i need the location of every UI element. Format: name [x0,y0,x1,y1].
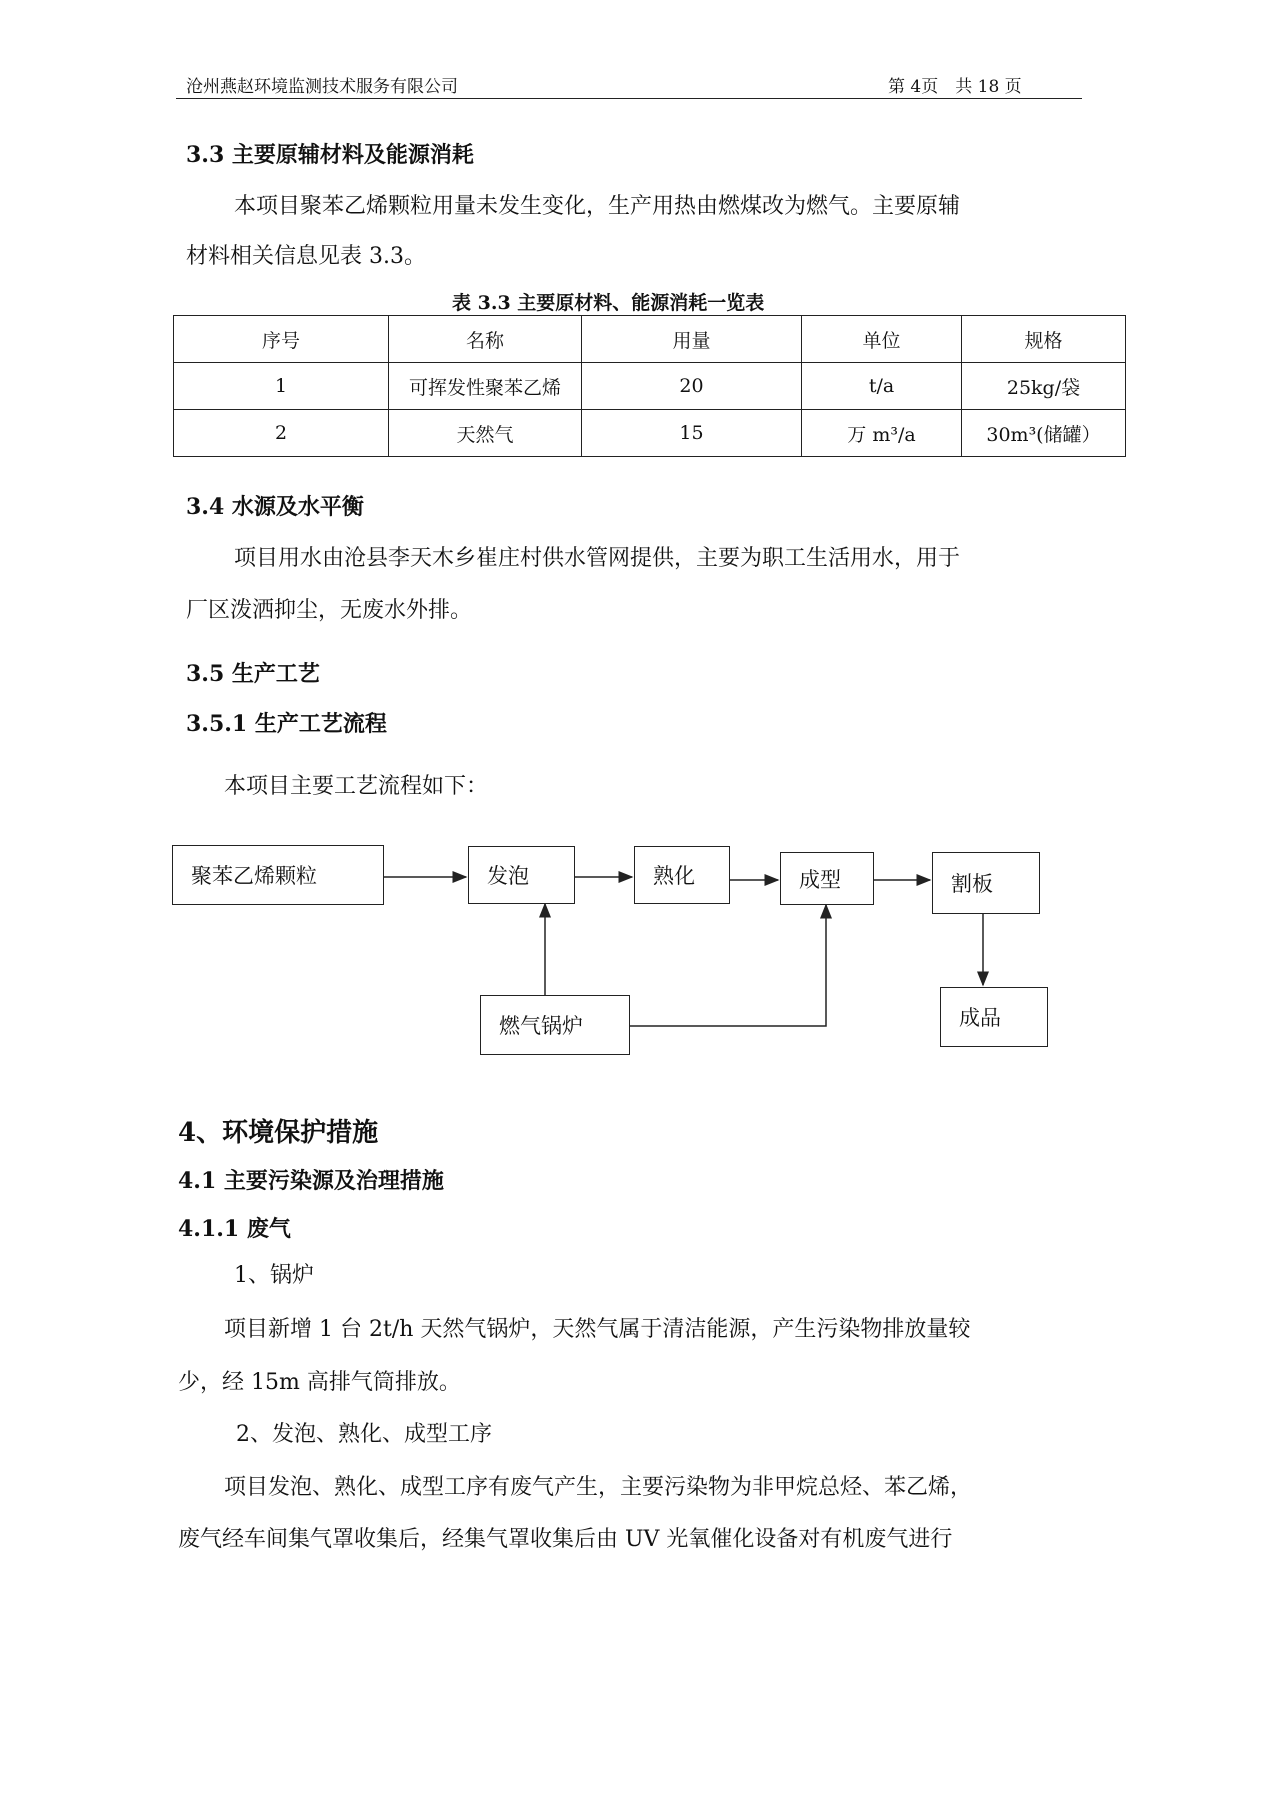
flow-node-cutting [932,852,1040,914]
item-1-line1: 项目新增 1 台 2t/h 天然气锅炉，天然气属于清洁能源，产生污染物排放量较 [224,1317,971,1342]
flow-node-boiler [480,995,630,1055]
table-cell: 20 [582,363,802,410]
flow-intro: 本项目主要工艺流程如下： [224,774,489,799]
table-header-cell: 规格 [962,316,1126,363]
flow-node-label: 成型 [799,867,841,892]
table-cell: t/a [802,363,962,410]
flow-node-pellets [172,845,384,905]
item-2-title: 2、发泡、熟化、成型工序 [236,1422,492,1447]
table-header-cell: 用量 [582,316,802,363]
table-header-cell: 序号 [174,316,389,363]
table-cell: 2 [174,410,389,457]
flow-node-foaming [468,846,575,904]
section-4-1-heading: 4.1 主要污染源及治理措施 [178,1168,444,1194]
section-3-4-para-line1: 项目用水由沧县李天木乡崔庄村供水管网提供，主要为职工生活用水，用于 [234,546,961,571]
section-3-3-para-line2: 材料相关信息见表 3.3。 [186,244,426,269]
section-4-heading: 4、环境保护措施 [178,1118,379,1148]
section-3-4-heading: 3.4 水源及水平衡 [186,494,364,520]
item-2-line2: 废气经车间集气罩收集后，经集气罩收集后由 UV 光氧催化设备对有机废气进行 [178,1527,953,1552]
item-1-title: 1、锅炉 [234,1263,314,1288]
table-cell: 万 m³/a [802,410,962,457]
flow-node-label: 聚苯乙烯颗粒 [191,864,317,888]
section-3-5-heading: 3.5 生产工艺 [186,661,320,687]
flow-node-aging [634,846,730,904]
table-cell: 30m³(储罐） [962,410,1126,457]
table-cell: 15 [582,410,802,457]
section-3-5-1-heading: 3.5.1 生产工艺流程 [186,711,387,737]
flow-node-label: 熟化 [653,864,695,888]
table-caption: 表 3.3 主要原材料、能源消耗一览表 [452,292,765,314]
table-header-cell: 名称 [389,316,582,363]
arrow-boiler-to-molding [630,905,826,1026]
table-cell: 25kg/袋 [962,363,1126,410]
section-3-3-heading: 3.3 主要原辅材料及能源消耗 [186,142,474,168]
flow-node-product [940,987,1048,1047]
flow-node-molding [780,852,874,905]
flow-node-label: 燃气锅炉 [499,1014,583,1038]
table-cell: 1 [174,363,389,410]
table-cell: 天然气 [389,410,582,457]
page-number: 第 4页 共 18 页 [888,77,1022,97]
table-header-cell: 单位 [802,316,962,363]
table-cell: 可挥发性聚苯乙烯 [389,363,582,410]
section-3-3-para-line1: 本项目聚苯乙烯颗粒用量未发生变化，生产用热由燃煤改为燃气。主要原辅 [234,194,961,219]
section-4-1-1-heading: 4.1.1 废气 [178,1216,291,1242]
flow-node-label: 成品 [959,1006,1001,1030]
flow-node-label: 发泡 [487,864,529,888]
section-3-4-para-line2: 厂区泼洒抑尘，无废水外排。 [186,598,473,623]
company-name: 沧州燕赵环境监测技术服务有限公司 [186,77,458,97]
item-2-line1: 项目发泡、熟化、成型工序有废气产生，主要污染物为非甲烷总烃、苯乙烯， [224,1475,973,1500]
flow-node-label: 割板 [951,872,993,896]
item-1-line2: 少，经 15m 高排气筒排放。 [178,1370,461,1395]
